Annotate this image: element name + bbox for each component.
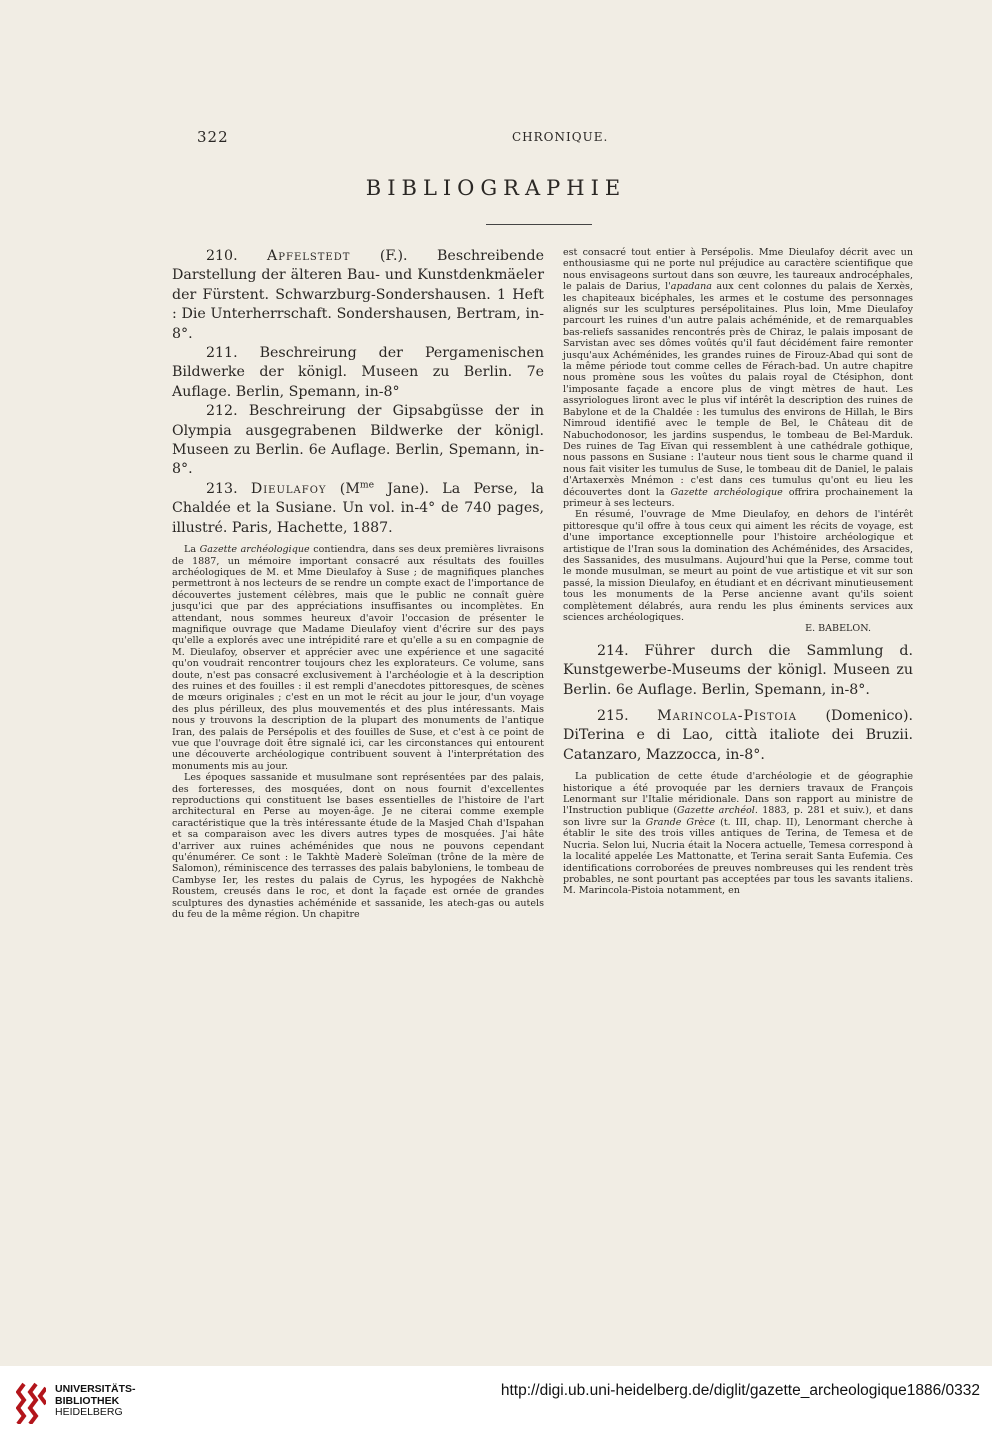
title-rule [486, 224, 592, 225]
review-text: La [184, 544, 200, 556]
review-text: contiendra, dans ses deux premières livraisons de 1887, un mémoire important consacré aux résultats des fouilles archéologiques de M. et Mme Dieulafoy à Suse ; de magnifiques planches permettront à nos lecteurs de se rendre un compte exact de l'importance de découvertes justement célèbres, mais que le public ne connaît guère jusqu'ici que par des appréciations insuffisantes ou incomplètes. En attendant, nous sommes heureux d'avoir l'occasion de présenter le magnifique ouvrage que Madame Dieulafoy vient d'écrire sur des pays qu'elle a explorés avec une intrépidité rare et qu'elle a su en compagnie de M. Dieulafoy, observer et apprécier avec une expérience et une sagacité qu'on voudrait rencontrer toujours chez les explorateurs. Ce volume, sans doute, n'est pas consacré exclusivement à l'archéologie et à la description des ruines et des fouilles : il est rempli d'anecdotes pittoresques, de scènes de mœurs originales ; c'est en un mot le récit au jour le jour, d'un voyage des plus périlleux, des plus mouvementés et des plus intéressants. Mais nous y trouvons la description de la plupart des monuments de l'antique Iran, des palais de Persépolis et des fouilles de Suse, et c'est à ce point de vue que l'ouvrage doit être signalé ici, car les circonstances qui entourent une découverte archéologique contribuent souvent à l'interprétation des monuments mis au jour. [172, 544, 544, 772]
bib-entry-215 [563, 707, 913, 765]
review-signature: E. BABELON. [805, 623, 871, 635]
page-header [0, 128, 992, 148]
entry-number: 210. [206, 248, 238, 264]
right-column [563, 247, 913, 897]
library-line: UNIVERSITÄTS- [55, 1383, 136, 1395]
page-number: 322 [197, 128, 229, 146]
running-head: CHRONIQUE. [512, 130, 609, 144]
review-text: aux cent colonnes du palais de Xerxès, les chapiteaux bicéphales, les armes et le costume des personnages alignés sur les sculptures persépolitaines. Plus loin, Mme Dieulafoy parcourt les ruines d'un autre palais achéménide, et de remarquables bas-reliefs sassanides rencontrés près de Chiraz, le palais imposant de Sarvistan avec ses dômes voûtés qu'il faut décidément faire remonter jusqu'aux Achéménides, les grandes ruines de Firouz-Abad qui sont de la même période tout comme celles de Férach-bad. Un autre chapitre nous promène sous les voûtes du palais royal de Ctésiphon, dont l'imposante façade a encore plus de vingt mètres de haut. Les assyriologues liront avec le plus vif intérêt la description des ruines de Babylone et de la Chaldée : les tumulus des environs de Hillah, le Birs Nimroud identifié avec le temple de Bel, le Château dit de Nabuchodonosor, les jardins suspendus, le tombeau de Bel-Marduk. Des ruines de Tag Eïvan qui ressemblent à une cathédrale gothique, nous passons en Susiane : l'auteur nous tient sous le charme quand il nous fait visiter les tumulus de Suse, le tombeau dit de Daniel, le palais d'Artaxerxès Mnémon : c'est dans ces tumulus qu'ont eu lieu les découvertes dont la [563, 281, 913, 498]
review-paragraph [563, 247, 913, 509]
section-title: BIBLIOGRAPHIE [365, 176, 627, 200]
bib-entry-212: 212. Beschreirung der Gipsabgüsse der in Olympia ausgegrabenen Bildwerke der königl. Museen zu Berlin. 6e Auflage. Berlin, Spemann, in-8°. [172, 403, 544, 478]
entry-text: (Domenico). DiTerina e di Lao, città italiote dei Bruzii. Catanzaro, Mazzocca, in-8°. [563, 708, 913, 763]
review-paragraph [172, 544, 544, 772]
review-text: La publication de cette étude d'archéologie et de géographie historique a été provoquée par les derniers travaux de François Lenormant sur l'Italie méridionale. Dans son rapport au ministre de l'Instruction publique ( [563, 771, 913, 817]
journal-title: Gazette archéologique [199, 544, 310, 556]
entry-text: (F.). Beschreibende Darstellung der älteren Bau- und Kunstdenkmäeler der Fürstent. Schwarzburg-Sondershausen. 1 Heft : Die Unterherrschaft. Sondershausen, Bertram, in-8°. [172, 248, 544, 342]
review-paragraph [563, 771, 913, 896]
permalink-url[interactable]: http://digi.ub.uni-heidelberg.de/diglit/gazette_archeologique1886/0332 [500, 1382, 980, 1399]
review-text: 1883, p. 281 et suiv.), et dans son livre sur la [563, 805, 913, 828]
entry-text: (M [339, 480, 360, 497]
review-paragraph: En résumé, l'ouvrage de Mme Dieulafoy, en dehors de l'intérêt pittoresque qu'il offre à tous ceux qui aiment les récits de voyage, est d'une importance exceptionnelle pour l'histoire archéologique et artistique de l'Iran sous la domination des Achéménides, des Arsacides, des Sassanides, des musulmans. Aujourd'hui que la Perse, comme tout le monde musulman, se meurt au point de vue artistique et vit sur son passé, la mission Dieulafoy, en étudiant et en décrivant minutieusement tous les monuments de la Perse ancienne avant qu'ils soient complètement délabrés, aura rendu les plus éminents services aux sciences archéologiques. [563, 509, 913, 623]
library-line: HEIDELBERG [55, 1406, 123, 1418]
bib-entry-214: 214. Führer durch die Sammlung d. Kunstgewerbe-Museums der königl. Museen zu Berlin. 6e Auflage. Berlin, Spemann, in-8°. [563, 642, 913, 698]
left-column [172, 247, 544, 921]
entry-number: 215. [597, 708, 629, 725]
journal-title: Gazette archéol. [676, 805, 758, 817]
library-line: BIBLIOTHEK [55, 1394, 120, 1407]
bib-entry-211: 211. Beschreirung der Pergamenischen Bildwerke der königl. Museen zu Berlin. 7e Auflage. Berlin, Spemann, in-8° [172, 345, 544, 400]
review-text: offrira prochainement la primeur à ses lecteurs. [563, 486, 913, 509]
entry-number: 213. [206, 480, 238, 497]
entry-author: Apfelstedt [267, 248, 351, 264]
review-signature-row [563, 623, 913, 634]
entry-author: Dieulafoy [250, 480, 327, 497]
library-name [55, 1384, 136, 1419]
viewer-footer [0, 1366, 992, 1445]
superscript: me [359, 479, 375, 491]
entry-author: Marincola-Pistoia [657, 708, 797, 725]
bib-entry-213 [172, 480, 544, 538]
italic-term: apadana [670, 281, 712, 293]
university-library-logo-icon [16, 1382, 46, 1424]
entry-text: Jane). La Perse, la Chaldée et la Susiane. Un vol. in-4° de 740 pages, illustré. Paris, Hachette, 1887. [172, 480, 544, 536]
bib-entry-210 [172, 247, 544, 344]
journal-title: Gazette archéologique [670, 486, 783, 498]
review-paragraph: Les époques sassanide et musulmane sont représentées par des palais, des forteresses, des mosquées, dont on nous fournit d'excellentes reproductions qui constituent lse bases essentielles de l'histoire de l'art architectural en Perse au moyen-âge. Je ne citerai comme exemple caractéristique que la très intéressante étude de la Masjed Chah d'Ispahan et sa comparaison avec les divers autres types de mosquées. J'ai hâte d'arriver aux ruines achéménides que nous ne pouvons cependant qu'énumérer. Ce sont : le Takhtè Maderè Soleïman (trône de la mère de Salomon), réminiscence des terrasses des palais babyloniens, le tombeau de Cambyse Ier, les restes du palais de Cyrus, les hypogées de Nakhchè Roustem, creusés dans le roc, et dont la façade est ornée de grandes sculptures des dynasties achéménide et sassanide, les atech-gas ou autels du feu de la même région. Un chapitre [172, 772, 544, 921]
review-text: (t. III, chap. II), Lenormant cherche à établir le site des trois villes antiques de Terina, de Temesa et de Nucria. Selon lui, Nucria était la Nocera actuelle, Temesa correspond à la localité appelée Les Mattonatte, et Terina serait Santa Eufemia. Ces identifications corroborées de preuves nombreuses qui les rendent très probables, ne sont pourtant pas acceptées par tous les savants italiens. M. Marincola-Pistoia notamment, en [563, 816, 913, 897]
book-title: Grande Grèce [645, 816, 716, 828]
review-text: est consacré tout entier à Persépolis. Mme Dieulafoy décrit avec un enthousiasme qui ne porte nul préjudice au caractère scientifique que nous envisageons surtout dans son œuvre, les taureaux androcéphales, le palais de Darius, l' [563, 247, 913, 293]
